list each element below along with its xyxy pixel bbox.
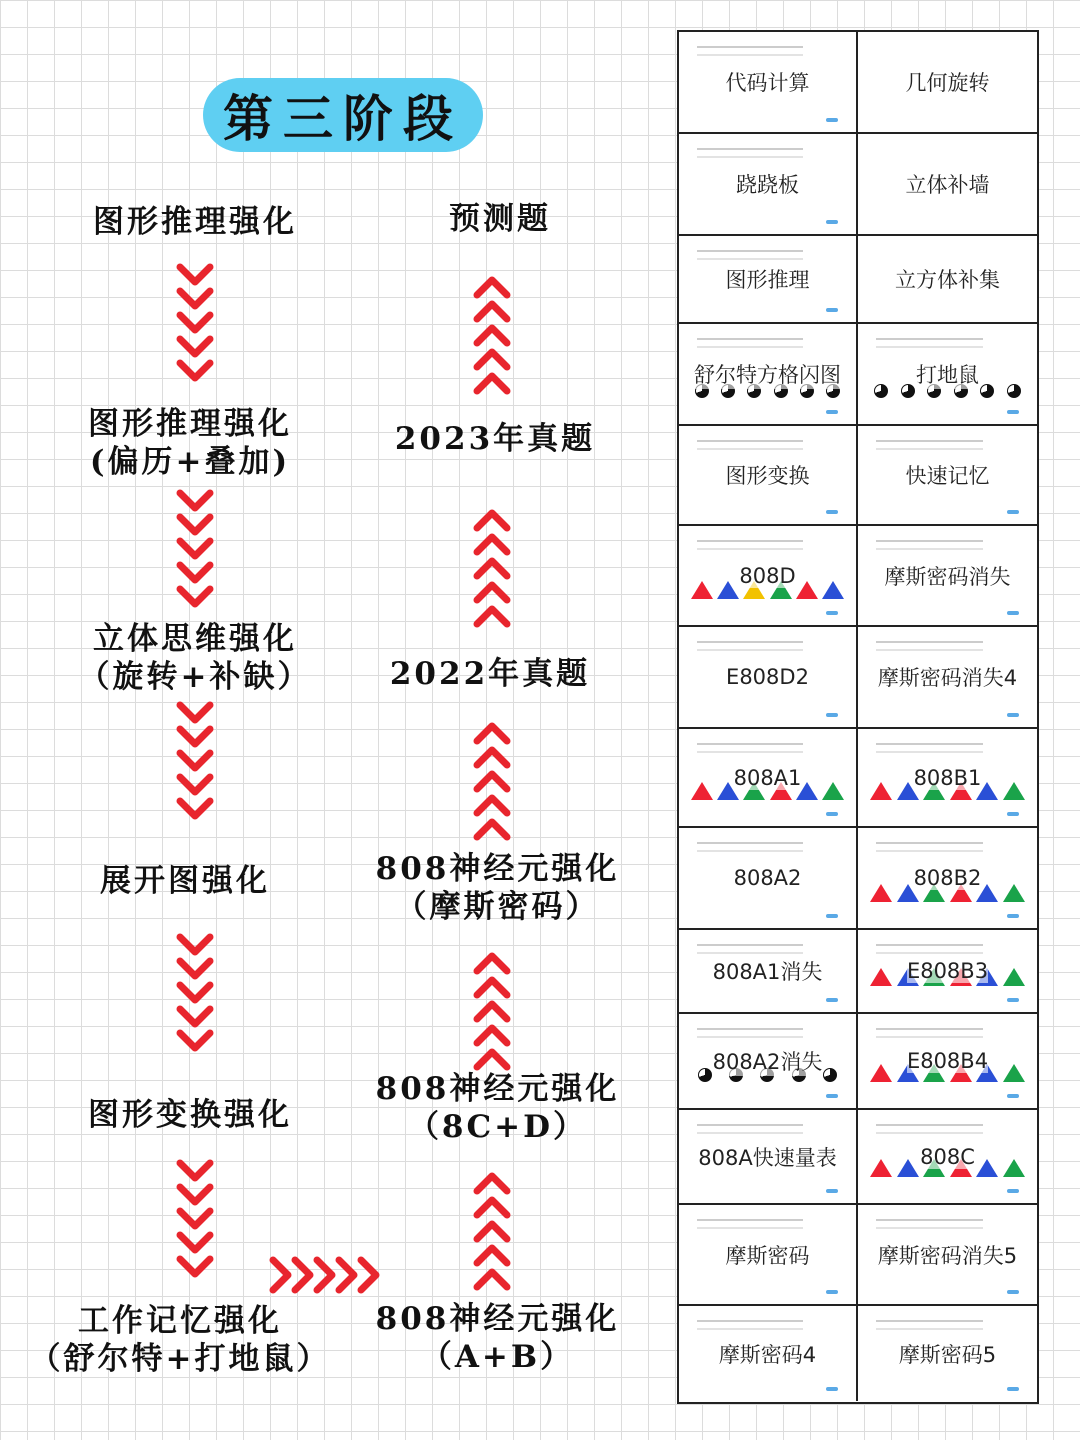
card-12[interactable] — [858, 526, 1037, 627]
card-19-label: 808A1消失 — [713, 956, 823, 986]
right-label-4 — [365, 850, 630, 926]
card-thumb-button — [826, 713, 838, 717]
card-thumb-button — [1007, 998, 1019, 1002]
left-label-2-line2: (偏历+叠加) — [89, 444, 291, 480]
card-11[interactable] — [679, 526, 858, 627]
right-arrows — [268, 1255, 378, 1295]
left-label-6-line1: 工作记忆强化 — [78, 1303, 282, 1339]
card-13-label: E808D2 — [726, 665, 809, 689]
card-thumb-lines — [697, 46, 803, 56]
card-21[interactable] — [679, 1014, 858, 1110]
card-thumb-button — [826, 510, 838, 514]
card-thumb-button — [1007, 1189, 1019, 1193]
card-18-label: 808B2 — [913, 866, 982, 890]
card-20-label: E808B3 — [906, 959, 989, 983]
left-label-6-line2: （舒尔特+打地鼠） — [29, 1341, 331, 1377]
right-label-3-line1: 2022年真题 — [389, 656, 591, 692]
card-5-label: 图形推理 — [726, 264, 810, 294]
right-label-2-line1: 2023年真题 — [394, 421, 596, 457]
card-thumb-button — [826, 1290, 838, 1294]
card-6-label: 立方体补集 — [895, 264, 1000, 294]
card-7-label: 舒尔特方格闪图 — [694, 359, 841, 389]
card-25-label: 摩斯密码 — [726, 1240, 810, 1270]
card-thumb-button — [826, 611, 838, 615]
card-thumb-lines — [697, 338, 803, 348]
left-label-3 — [55, 620, 335, 696]
card-thumb-button — [826, 118, 838, 122]
left-label-5 — [65, 1096, 315, 1134]
card-thumb-lines — [876, 1219, 983, 1229]
card-thumb-lines — [876, 338, 983, 348]
card-19[interactable] — [679, 930, 858, 1014]
right-label-1 — [400, 200, 600, 238]
card-2-label: 几何旋转 — [906, 67, 990, 97]
left-label-4 — [70, 862, 300, 900]
right-label-6-line1: 808神经元强化 — [375, 1301, 620, 1337]
card-3-label: 跷跷板 — [736, 169, 799, 199]
card-thumb-lines — [876, 842, 983, 852]
card-thumb-button — [826, 914, 838, 918]
card-24-label: 808C — [920, 1144, 975, 1169]
chevron-up-icon — [472, 601, 512, 629]
card-10-label: 快速记忆 — [906, 460, 990, 490]
right-label-5 — [365, 1070, 630, 1146]
up-arrows-1 — [472, 272, 512, 392]
card-thumb-button — [826, 1189, 838, 1193]
card-2[interactable] — [858, 32, 1037, 134]
chevron-right-icon — [356, 1255, 384, 1295]
card-thumb-lines — [697, 641, 803, 651]
card-7[interactable] — [679, 324, 858, 426]
card-thumb-button — [1007, 1290, 1019, 1294]
left-label-4-line1: 展开图强化 — [100, 863, 270, 899]
chevron-up-icon — [472, 814, 512, 842]
card-thumb-lines — [697, 1124, 803, 1134]
card-thumb-button — [1007, 812, 1019, 816]
card-thumb-button — [1007, 914, 1019, 918]
left-label-2-line1: 图形推理强化 — [88, 406, 292, 442]
card-24[interactable] — [858, 1110, 1037, 1205]
right-label-4-line2: （摩斯密码） — [395, 889, 600, 925]
card-thumb-button — [1007, 1094, 1019, 1098]
card-thumb-lines — [876, 1124, 983, 1134]
card-11-label: 808D — [739, 563, 796, 588]
right-label-5-line1: 808神经元强化 — [375, 1071, 620, 1107]
left-label-3-line1: 立体思维强化 — [93, 621, 297, 657]
card-thumb-button — [826, 308, 838, 312]
card-thumb-button — [826, 220, 838, 224]
card-14[interactable] — [858, 627, 1037, 729]
left-label-3-line2: （旋转+补缺） — [78, 659, 312, 695]
card-thumb-button — [826, 812, 838, 816]
card-thumb-lines — [697, 540, 803, 550]
card-26[interactable] — [858, 1205, 1037, 1306]
card-thumb-button — [826, 410, 838, 414]
card-23-label: 808A快速量表 — [698, 1142, 836, 1172]
card-27[interactable] — [679, 1306, 858, 1401]
card-thumb-lines — [876, 540, 983, 550]
chevron-down-icon — [175, 584, 215, 612]
chevron-down-icon — [175, 1254, 215, 1282]
left-label-2 — [60, 405, 320, 481]
card-thumb-button — [1007, 410, 1019, 414]
card-28-label: 摩斯密码5 — [899, 1339, 996, 1369]
card-thumb-lines — [697, 440, 803, 450]
down-arrows-5 — [175, 1158, 215, 1278]
card-25[interactable] — [679, 1205, 858, 1306]
card-thumb-lines — [697, 842, 803, 852]
chevron-down-icon — [175, 358, 215, 386]
card-thumb-lines — [697, 1320, 803, 1330]
card-21-label: 808A2消失 — [713, 1046, 823, 1076]
card-thumb-button — [826, 1387, 838, 1391]
card-thumb-button — [826, 998, 838, 1002]
card-28[interactable] — [858, 1306, 1037, 1401]
stage-title: 第三阶段 — [203, 78, 483, 152]
card-16[interactable] — [858, 729, 1037, 828]
card-18[interactable] — [858, 828, 1037, 930]
right-label-6 — [365, 1300, 630, 1376]
card-thumb-lines — [876, 1320, 983, 1330]
up-arrows-2 — [472, 505, 512, 625]
card-8-label: 打地鼠 — [916, 359, 979, 389]
left-label-6 — [20, 1302, 340, 1378]
card-10[interactable] — [858, 426, 1037, 526]
chevron-down-icon — [175, 1028, 215, 1056]
card-3[interactable] — [679, 134, 858, 236]
card-thumb-lines — [876, 440, 983, 450]
card-9-label: 图形变换 — [726, 460, 810, 490]
card-8[interactable] — [858, 324, 1037, 426]
card-6[interactable] — [858, 236, 1037, 324]
card-thumb-lines — [697, 944, 803, 954]
card-4[interactable] — [858, 134, 1037, 236]
chevron-down-icon — [175, 796, 215, 824]
up-arrows-3 — [472, 718, 512, 838]
card-26-label: 摩斯密码消失5 — [878, 1240, 1017, 1270]
card-thumb-button — [1007, 1387, 1019, 1391]
left-label-1-line1: 图形推理强化 — [93, 204, 297, 240]
right-label-4-line1: 808神经元强化 — [375, 851, 620, 887]
down-arrows-3 — [175, 700, 215, 820]
down-arrows-1 — [175, 262, 215, 382]
card-1-label: 代码计算 — [726, 67, 810, 97]
card-15-label: 808A1 — [733, 765, 802, 790]
card-thumb-lines — [697, 743, 803, 753]
card-12-label: 摩斯密码消失 — [885, 561, 1011, 591]
card-13[interactable] — [679, 627, 858, 729]
up-arrows-5 — [472, 1168, 512, 1288]
chevron-up-icon — [472, 368, 512, 396]
card-thumb-lines — [697, 148, 803, 158]
card-22[interactable] — [858, 1014, 1037, 1110]
right-label-1-line1: 预测题 — [449, 201, 551, 237]
card-thumb-button — [1007, 713, 1019, 717]
card-23[interactable] — [679, 1110, 858, 1205]
right-label-5-line2: （8C+D） — [407, 1109, 588, 1145]
card-grid — [677, 30, 1039, 1404]
card-14-label: 摩斯密码消失4 — [878, 662, 1017, 692]
left-label-5-line1: 图形变换强化 — [88, 1097, 292, 1133]
card-20[interactable] — [858, 930, 1037, 1014]
up-arrows-4 — [472, 948, 512, 1068]
card-16-label: 808B1 — [913, 765, 982, 790]
card-9[interactable] — [679, 426, 858, 526]
left-label-1 — [70, 203, 320, 241]
right-label-6-line2: （A+B） — [420, 1339, 575, 1375]
card-thumb-button — [826, 1094, 838, 1098]
card-5[interactable] — [679, 236, 858, 324]
card-1[interactable] — [679, 32, 858, 134]
card-thumb-lines — [876, 1028, 983, 1038]
card-thumb-lines — [697, 250, 803, 260]
chevron-up-icon — [472, 1264, 512, 1292]
card-thumb-lines — [876, 641, 983, 651]
card-27-label: 摩斯密码4 — [719, 1339, 816, 1369]
right-label-2 — [380, 420, 610, 458]
card-thumb-lines — [876, 743, 983, 753]
card-thumb-button — [1007, 611, 1019, 615]
card-4-label: 立体补墙 — [906, 169, 990, 199]
card-15[interactable] — [679, 729, 858, 828]
down-arrows-2 — [175, 488, 215, 608]
card-thumb-lines — [697, 1028, 803, 1038]
right-label-3 — [375, 655, 605, 693]
card-17-label: 808A2 — [733, 866, 802, 890]
chevron-up-icon — [472, 1044, 512, 1072]
card-thumb-lines — [876, 944, 983, 954]
card-22-label: E808B4 — [906, 1049, 989, 1073]
card-thumb-lines — [697, 1219, 803, 1229]
down-arrows-4 — [175, 932, 215, 1052]
card-17[interactable] — [679, 828, 858, 930]
card-thumb-button — [1007, 510, 1019, 514]
